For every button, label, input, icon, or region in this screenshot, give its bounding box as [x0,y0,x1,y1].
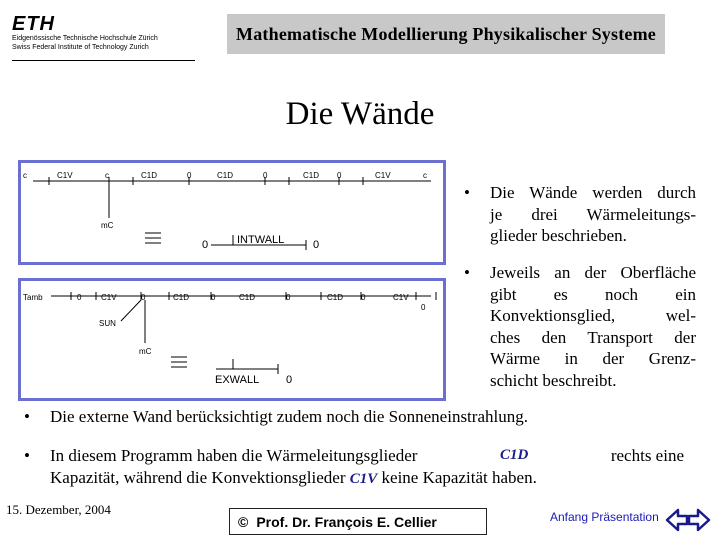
bullet-4-line1 [50,445,684,467]
exwall-o3: 0 [286,293,291,302]
bullet-4-text: In diesem Programm haben die Wärmeleitungsglieder [50,446,418,465]
intwall-node-c1: c [105,171,109,180]
exwall-c1d-2: C1D [239,293,256,302]
course-title-banner: Mathematische Modellierung Physikalischer Systeme [227,14,665,54]
bullet-2-line: Jeweils an der Oberfläche [490,263,696,282]
exwall-c1v-b: C1V [393,293,409,302]
bullet-1-line: Die Wände werden durch [490,183,696,202]
exwall-tamb: Tamb [23,293,43,302]
exwall-zero-right: 0 [286,374,293,386]
bullet-2 [490,262,696,392]
start-presentation-link[interactable]: Anfang Präsentation [550,510,659,524]
exwall-o4: 0 [361,293,366,302]
bullet-2-line: gibt es noch ein [490,284,696,304]
exwall-label: EXWALL [215,374,260,386]
exwall-diagram [18,278,446,401]
exwall-c1v-a: C1V [101,293,117,302]
author-name: Prof. Dr. François E. Cellier [256,513,437,530]
author-box [229,508,487,535]
intwall-zero-left: 0 [202,239,209,251]
exwall-mc-label: mC [139,347,152,356]
bullet-4-text: Kapazität, während die Konvektionsglieder [50,467,346,487]
c1v-term: C1V [349,470,378,487]
footer-date: 15. Dezember, 2004 [6,502,111,517]
bullet-4-text: keine Kapazität haben. [381,467,537,487]
intwall-c1v-a: C1V [57,171,73,180]
bullet-dot-3: • [24,407,30,426]
bullet-4 [50,445,684,490]
eth-logo-line1: Eidgenössische Technische Hochschule Zürich [12,35,158,42]
bullet-dot-1: • [464,183,470,202]
exwall-c1d-1: C1D [173,293,190,302]
intwall-o2: 0 [263,171,268,180]
intwall-c1d-1: C1D [141,171,158,180]
bullet-2-line: Konvektionsglied, wel- [490,306,696,326]
intwall-o1: 0 [187,171,192,180]
intwall-c1v-b: C1V [375,171,391,180]
bullet-4-line2 [50,467,684,491]
intwall-right-node: c [423,171,427,180]
intwall-o3: 0 [337,171,342,180]
bullet-dot-2: • [464,263,470,282]
bullet-2-line: Wärme in der Grenz- [490,349,696,369]
bullet-4-text: rechts eine [610,446,684,465]
exwall-sun: SUN [99,319,116,328]
c1d-term: C1D [499,447,529,463]
intwall-c1d-3: C1D [303,171,320,180]
intwall-left-node: c [23,171,27,180]
eth-logo-mark: ETH [12,13,55,35]
intwall-diagram [18,160,446,265]
nav-arrows-icon[interactable] [665,505,711,535]
intwall-zero-right: 0 [313,239,320,251]
bullet-2-line: schicht beschreibt. [490,370,617,390]
copyright-icon: © [238,513,249,530]
intwall-c1d-2: C1D [217,171,234,180]
bullet-1-line: glieder beschrieben. [490,226,627,246]
bullet-3: Die externe Wand berücksichtigt zudem noch die Sonneneinstrahlung. [50,407,528,426]
exwall-o5: 0 [421,303,426,312]
bullet-1-line: je drei Wärmeleitungs- [490,204,696,224]
eth-logo [12,14,158,52]
exwall-c1d-3: C1D [327,293,344,302]
bullet-2-line: ches den Transport der [490,327,696,347]
header-rule [12,60,195,61]
bullet-dot-4: • [24,446,30,465]
exwall-o2: 0 [211,293,216,302]
eth-logo-line2: Swiss Federal Institute of Technology Zurich [12,44,149,51]
intwall-mc-label: mC [101,221,114,230]
exwall-o0: 0 [77,293,82,302]
bullet-1 [490,182,696,247]
intwall-label: INTWALL [237,234,285,246]
slide-title: Die Wände [285,96,435,132]
exwall-o1: 0 [141,293,146,302]
